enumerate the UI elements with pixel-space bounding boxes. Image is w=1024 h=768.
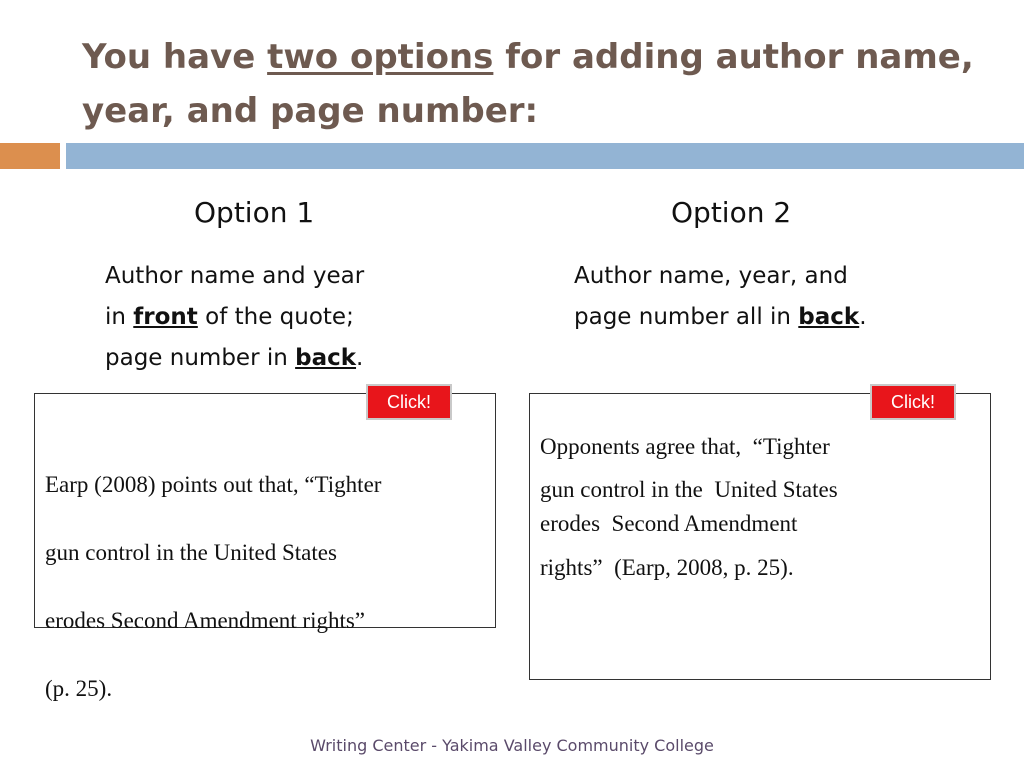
option1-desc-text: . — [356, 345, 364, 371]
option1-example-quote — [45, 434, 381, 740]
quote-line: gun control in the United States — [540, 477, 838, 502]
quote-line: (p. 25). — [45, 676, 113, 701]
option1-heading: Option 1 — [194, 196, 315, 229]
option1-desc-line3 — [105, 338, 525, 379]
quote-line: Earp (2008) points out that, “Tighter — [45, 472, 382, 497]
option1-emphasis-front: front — [133, 304, 198, 330]
option2-desc-text: page number all in — [574, 304, 799, 330]
quote-line: gun control in the United States — [45, 540, 337, 565]
quote-line: erodes Second Amendment — [540, 511, 798, 536]
accent-bar-blue — [66, 143, 1024, 169]
quote-line: erodes Second Amendment rights” — [45, 608, 366, 633]
title-text-2: for adding author name, — [493, 37, 974, 77]
option1-description — [105, 256, 525, 379]
option1-emphasis-back: back — [295, 345, 357, 371]
option2-emphasis-back: back — [798, 304, 860, 330]
option2-desc-line1: Author name, year, and — [574, 263, 848, 289]
accent-bar-orange — [0, 143, 60, 169]
option1-desc-text: page number in — [105, 345, 296, 371]
quote-line: Opponents agree that, “Tighter — [540, 434, 830, 459]
title-text-line2: year, and page number: — [82, 91, 539, 131]
option1-desc-line2 — [105, 297, 525, 338]
title-underlined-text: two options — [267, 37, 494, 77]
option2-desc-line2 — [574, 297, 994, 338]
option2-description — [574, 256, 994, 338]
option2-heading: Option 2 — [671, 196, 792, 229]
option2-click-button[interactable]: Click! — [870, 384, 956, 420]
title-text-1: You have — [82, 37, 268, 77]
slide-footer: Writing Center - Yakima Valley Community College — [310, 736, 714, 755]
quote-line: rights” (Earp, 2008, p. 25). — [540, 555, 794, 580]
option1-click-button[interactable]: Click! — [366, 384, 452, 420]
option1-desc-text: in — [105, 304, 134, 330]
option1-desc-text: of the quote; — [197, 304, 354, 330]
option1-desc-line1: Author name and year — [105, 263, 365, 289]
slide-title — [82, 30, 1002, 138]
option2-desc-text: . — [859, 304, 867, 330]
